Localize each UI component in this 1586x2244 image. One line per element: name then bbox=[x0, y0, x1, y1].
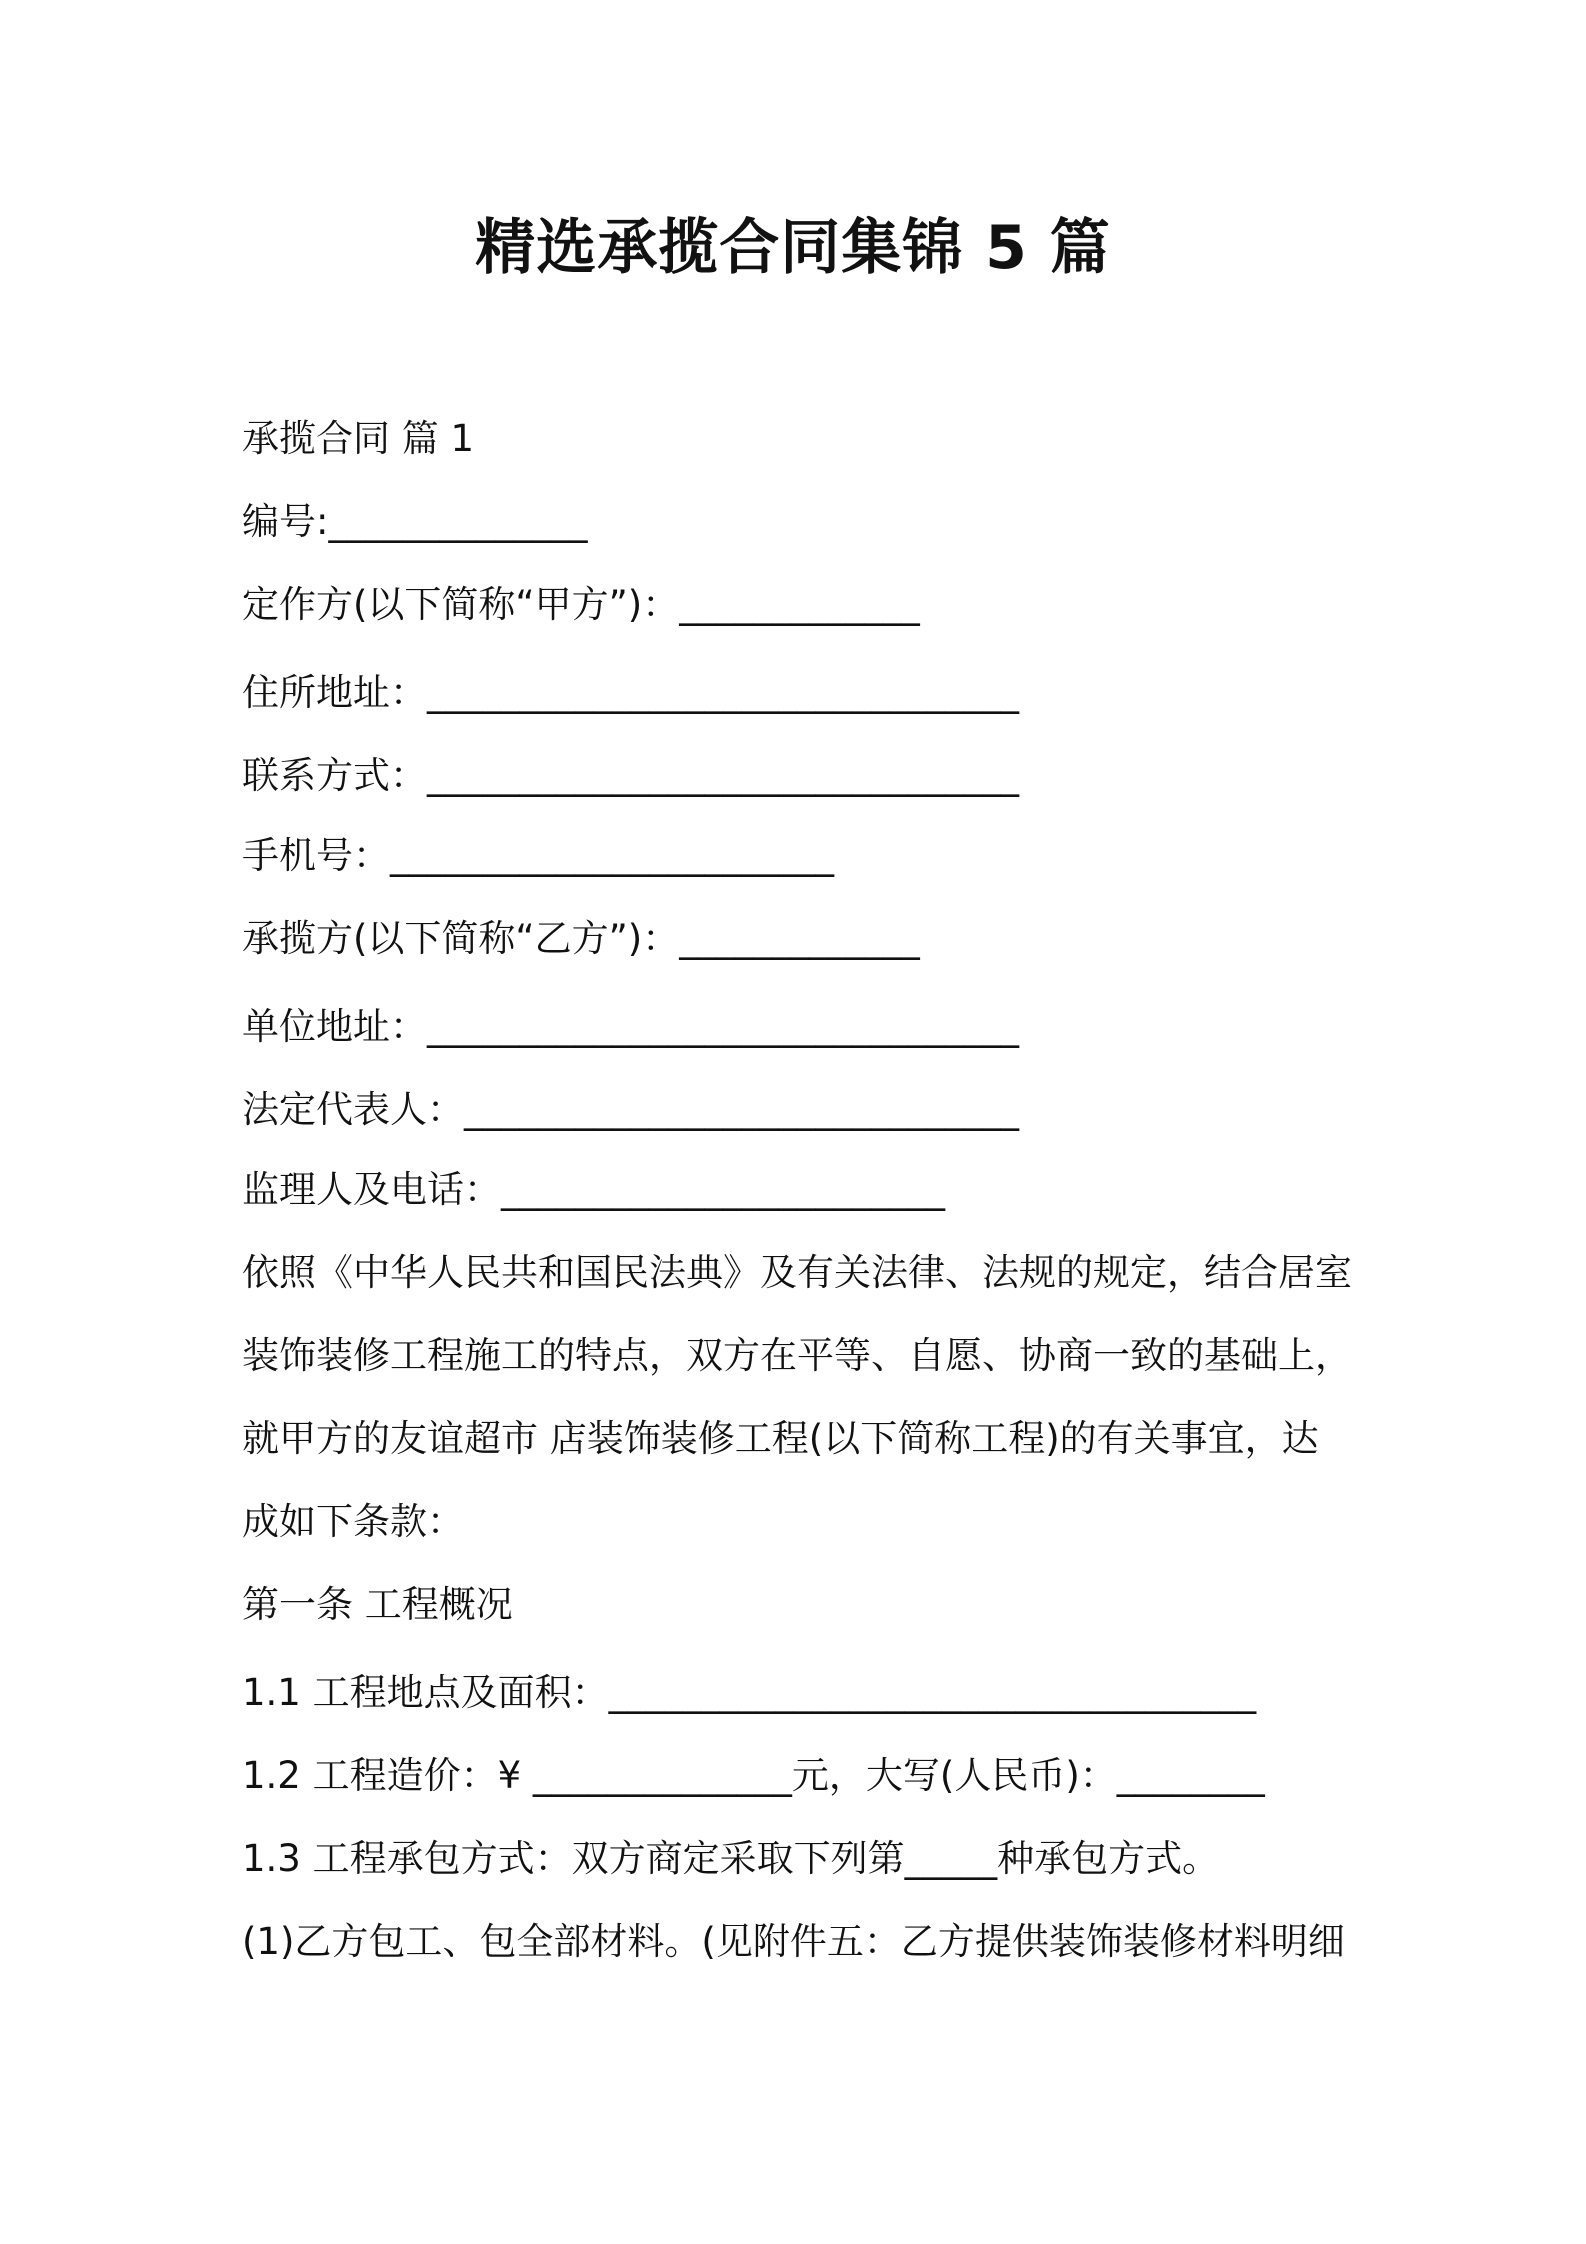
section-heading: 承揽合同 篇 1 bbox=[242, 417, 475, 460]
field-contract-number: 编号:______________ bbox=[242, 500, 588, 543]
paragraph-line: 依照《中华人民共和国民法典》及有关法律、法规的规定，结合居室 bbox=[242, 1251, 1352, 1294]
field-legal-representative: 法定代表人：______________________________ bbox=[242, 1088, 1019, 1131]
article-heading: 第一条 工程概况 bbox=[242, 1583, 513, 1626]
paragraph-line: 就甲方的友谊超市 店装饰装修工程(以下简称工程)的有关事宜，达 bbox=[242, 1417, 1319, 1460]
paragraph-line: 成如下条款： bbox=[242, 1500, 464, 1543]
paragraph-line: 装饰装修工程施工的特点，双方在平等、自愿、协商一致的基础上， bbox=[242, 1334, 1352, 1377]
clause-1-3: 1.3 工程承包方式：双方商定采取下列第_____种承包方式。 bbox=[242, 1837, 1220, 1880]
field-party-a: 定作方(以下简称“甲方”)：_____________ bbox=[242, 583, 920, 626]
clause-option-1: (1)乙方包工、包全部材料。(见附件五：乙方提供装饰装修材料明细 bbox=[242, 1920, 1345, 1963]
field-party-a-address: 住所地址：________________________________ bbox=[242, 671, 1019, 714]
field-party-b-address: 单位地址：________________________________ bbox=[242, 1005, 1019, 1048]
field-party-a-phone: 手机号：________________________ bbox=[242, 834, 834, 877]
field-party-b: 承揽方(以下简称“乙方”)：_____________ bbox=[242, 917, 920, 960]
field-party-a-contact: 联系方式：________________________________ bbox=[242, 754, 1019, 797]
clause-1-1: 1.1 工程地点及面积：___________________________________ bbox=[242, 1671, 1257, 1714]
document-title: 精选承揽合同集锦 5 篇 bbox=[475, 213, 1111, 283]
clause-1-2: 1.2 工程造价：¥ ______________元，大写(人民币)：________ bbox=[242, 1754, 1265, 1797]
field-supervisor-phone: 监理人及电话：________________________ bbox=[242, 1168, 945, 1211]
